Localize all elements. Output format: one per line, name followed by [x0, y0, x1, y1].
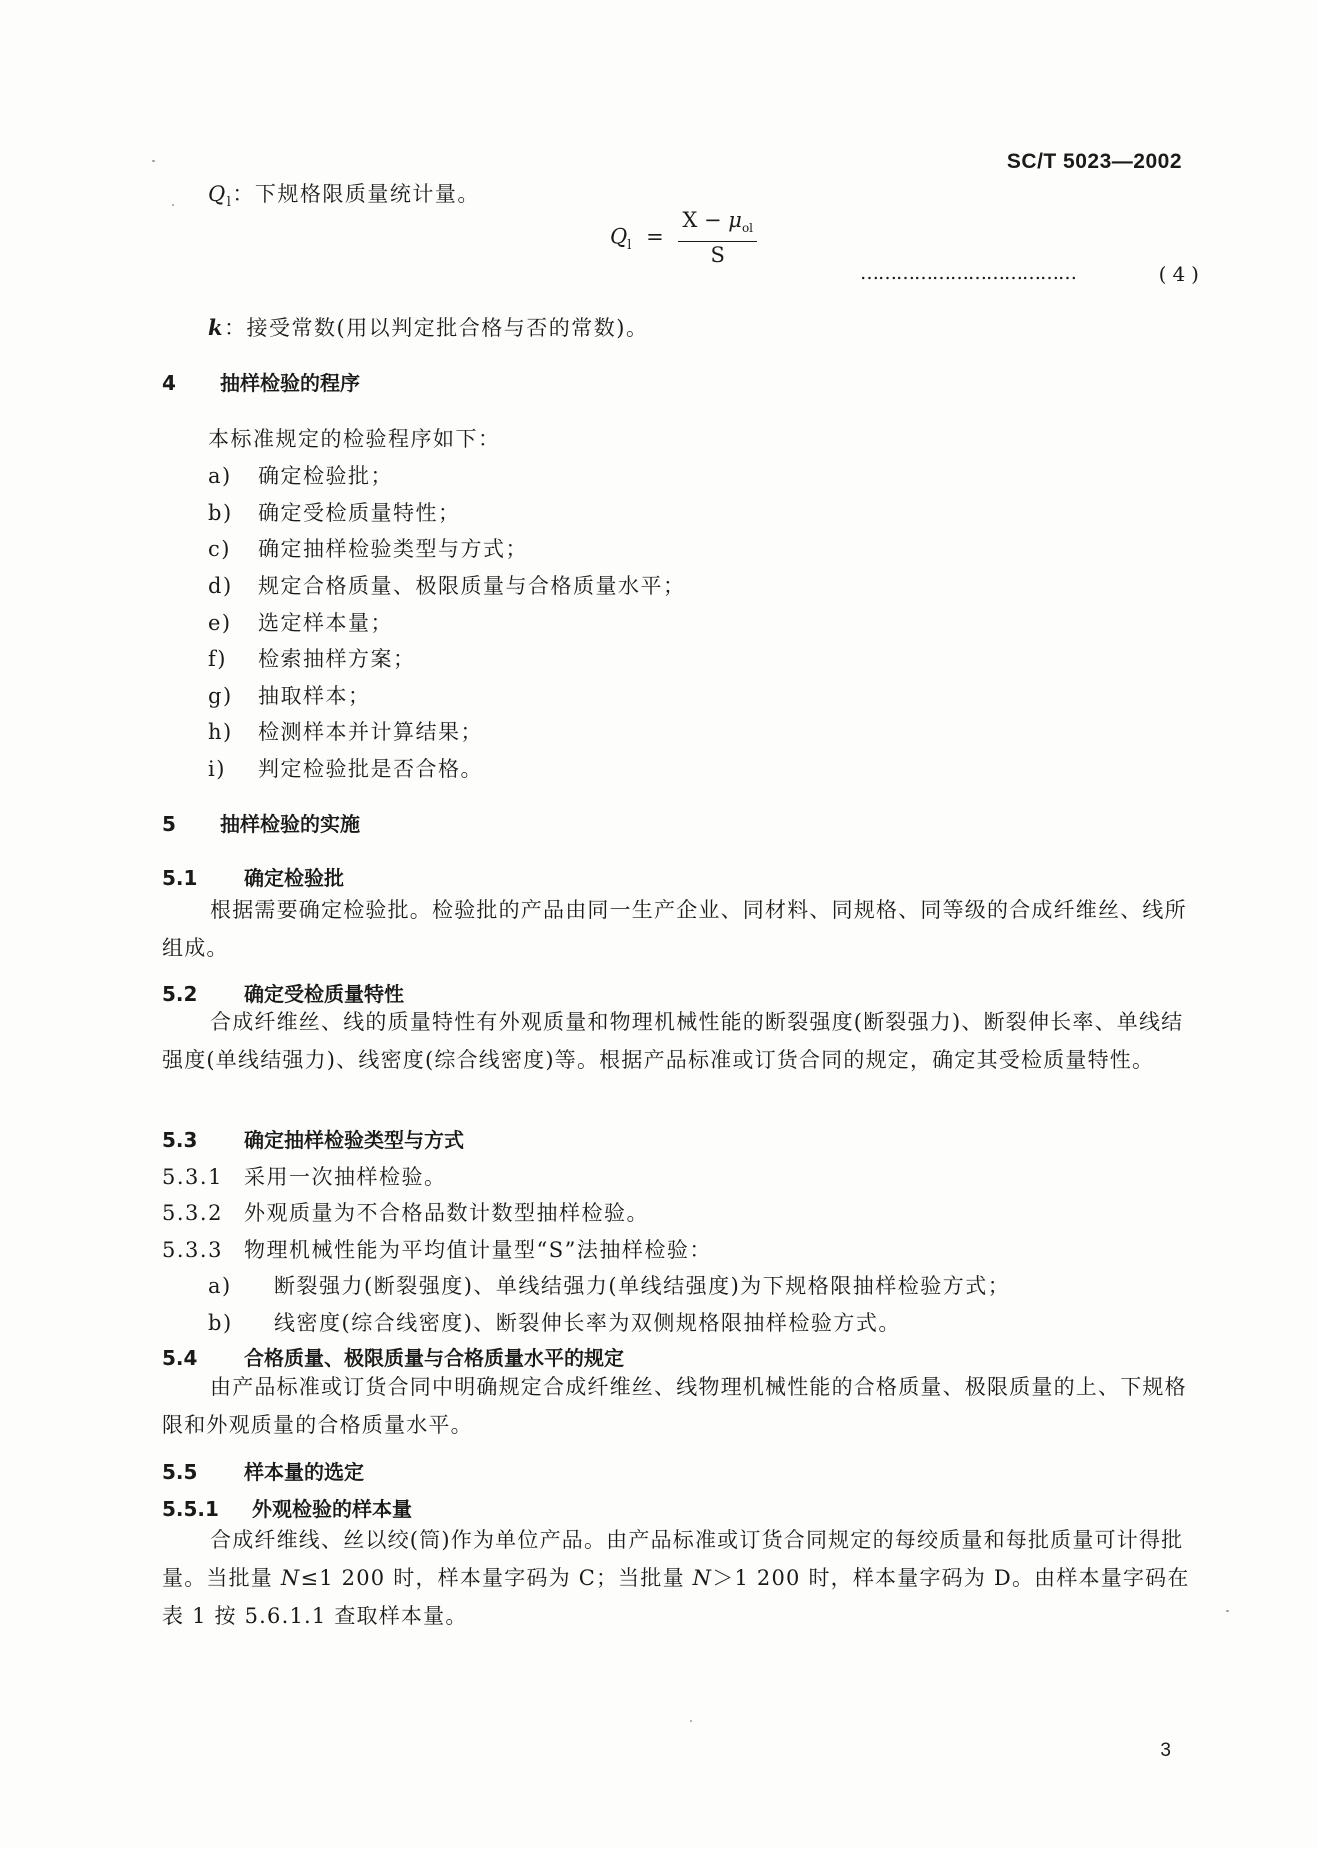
formula-numerator — [678, 208, 757, 242]
section-5-4-body: 由产品标准或订货合同中明确规定合成纤维丝、线物理机械性能的合格质量、极限质量的上、下规格限和外观质量的合格质量水平。 — [162, 1375, 1187, 1437]
list-item-text: 检索抽样方案； — [258, 647, 416, 671]
list-item-label: a) — [208, 464, 232, 488]
q1-symbol: Q — [208, 182, 227, 206]
section-5-4-number: 5.4 — [162, 1346, 198, 1370]
list-item-label: h) — [208, 720, 233, 744]
list-item-text: 抽取样本； — [258, 684, 371, 708]
list-item — [208, 460, 393, 490]
section-5-3-1-text: 采用一次抽样检验。 — [244, 1165, 447, 1189]
list-item-label: i) — [208, 757, 226, 781]
numerator-minus: − — [697, 208, 729, 232]
list-item — [208, 716, 483, 746]
list-item-label: c) — [208, 537, 231, 561]
q1-definition — [208, 178, 480, 210]
batch-symbol-n: N — [692, 1566, 713, 1590]
section-4-intro: 本标准规定的检验程序如下： — [208, 427, 501, 451]
list-item — [208, 607, 393, 637]
list-item-text: 确定抽样检验类型与方式； — [258, 537, 528, 561]
page-number: 3 — [1160, 1740, 1171, 1761]
section-5-5-1-body — [162, 1521, 1202, 1635]
list-item — [208, 680, 371, 710]
section-5-2-title: 确定受检质量特性 — [244, 982, 404, 1006]
scan-speck — [172, 204, 174, 206]
section-5-5-title: 样本量的选定 — [244, 1460, 364, 1484]
k-text: ：接受常数(用以判定批合格与否的常数)。 — [224, 316, 649, 340]
scan-speck — [690, 1720, 692, 1722]
section-5-1-body: 根据需要确定检验批。检验批的产品由同一生产企业、同材料、同规格、同等级的合成纤维丝、线所组成。 — [162, 898, 1187, 960]
formula-lhs: Q — [610, 224, 628, 249]
section-5-5-heading — [162, 1456, 364, 1485]
section-5-3-number: 5.3 — [162, 1128, 198, 1152]
section-4-heading — [162, 367, 360, 396]
list-item-label: b) — [208, 501, 233, 525]
section-5-1-heading — [162, 862, 344, 891]
section-5-number: 5 — [162, 812, 176, 836]
section-5-heading — [162, 808, 360, 837]
list-item — [208, 497, 461, 527]
list-item-text: 判定检验批是否合格。 — [258, 757, 483, 781]
scan-speck — [1226, 1610, 1229, 1612]
formula-fraction — [678, 208, 757, 268]
list-item — [208, 1270, 1010, 1300]
batch-symbol-n: N — [280, 1566, 301, 1590]
section-5-title: 抽样检验的实施 — [220, 812, 360, 836]
body-part-3: ＞1 200 时，样本量字码为 D。由样本量字码在表 1 按 5.6.1.1 查取样本量。 — [162, 1566, 1190, 1628]
formula-denominator: S — [710, 243, 725, 268]
list-item — [208, 753, 483, 783]
body-part-2: ≤1 200 时，样本量字码为 C；当批量 — [300, 1566, 693, 1590]
list-item-label: a) — [208, 1274, 232, 1298]
section-4-title: 抽样检验的程序 — [220, 371, 360, 395]
list-item-text: 线密度(综合线密度)、断裂伸长率为双侧规格限抽样检验方式。 — [274, 1311, 901, 1335]
list-item-text: 断裂强力(断裂强度)、单线结强力(单线结强度)为下规格限抽样检验方式； — [274, 1274, 1011, 1298]
list-item-text: 确定检验批； — [258, 464, 393, 488]
list-item-text: 检测样本并计算结果； — [258, 720, 483, 744]
section-5-3-1-number: 5.3.1 — [162, 1165, 223, 1189]
section-5-5-1-title: 外观检验的样本量 — [252, 1497, 412, 1521]
list-item-label: g) — [208, 684, 233, 708]
section-4-number: 4 — [162, 371, 176, 395]
list-item-label: d) — [208, 574, 233, 598]
list-item-label: f) — [208, 647, 227, 671]
section-5-3-title: 确定抽样检验类型与方式 — [244, 1128, 464, 1152]
section-5-2-body: 合成纤维丝、线的质量特性有外观质量和物理机械性能的断裂强度(断裂强力)、断裂伸长率、单线结强度(单线结强力)、线密度(综合线密度)等。根据产品标准或订货合同的规定，确定其受检质量特性。 — [162, 1010, 1184, 1072]
section-5-3-2-number: 5.3.2 — [162, 1201, 223, 1225]
section-5-4-heading — [162, 1342, 624, 1371]
numerator-mu: μ — [728, 208, 742, 232]
standard-code: SC/T 5023—2002 — [1006, 150, 1182, 173]
section-5-2-number: 5.2 — [162, 982, 198, 1006]
section-5-3-1 — [162, 1161, 447, 1191]
formula-4 — [610, 208, 757, 268]
list-item-text: 规定合格质量、极限质量与合格质量水平； — [258, 574, 686, 598]
section-5-1-title: 确定检验批 — [244, 866, 344, 890]
k-symbol: k — [208, 315, 225, 340]
list-item-text: 选定样本量； — [258, 611, 393, 635]
body-part-1: 合成纤维线、丝以绞(筒)作为单位产品。由产品标准或订货合同规定的每绞质量和每批质量可计得批量。当批量 — [162, 1528, 1184, 1590]
section-5-3-3-number: 5.3.3 — [162, 1238, 223, 1262]
section-5-3-2 — [162, 1197, 649, 1227]
section-5-3-3-text: 物理机械性能为平均值计量型“S”法抽样检验： — [244, 1238, 712, 1262]
section-5-5-1-heading — [162, 1493, 412, 1522]
scan-speck — [152, 160, 155, 162]
list-item-label: b) — [208, 1311, 233, 1335]
q1-subscript: l — [226, 195, 233, 211]
formula-equals: = — [646, 224, 664, 249]
section-5-3-heading — [162, 1124, 464, 1153]
section-5-5-number: 5.5 — [162, 1460, 198, 1484]
list-item — [208, 533, 528, 563]
list-item — [208, 643, 416, 673]
numerator-x: X — [682, 208, 698, 232]
formula-number: (4) — [1158, 262, 1205, 286]
section-5-4-title: 合格质量、极限质量与合格质量水平的规定 — [244, 1346, 624, 1370]
k-definition — [208, 312, 648, 342]
list-item — [208, 570, 686, 600]
list-item — [208, 1307, 901, 1337]
section-5-5-1-number: 5.5.1 — [162, 1497, 219, 1521]
list-item-text: 确定受检质量特性； — [258, 501, 461, 525]
list-item-label: e) — [208, 611, 232, 635]
section-5-1-number: 5.1 — [162, 866, 198, 890]
formula-lhs-sub: l — [627, 237, 632, 253]
section-5-3-2-text: 外观质量为不合格品数计数型抽样检验。 — [244, 1201, 649, 1225]
section-5-3-3 — [162, 1234, 712, 1264]
q1-text: ：下规格限质量统计量。 — [232, 182, 480, 206]
formula-leader: ……………………………… — [860, 262, 1076, 284]
numerator-mu-sub: ol — [741, 221, 753, 236]
